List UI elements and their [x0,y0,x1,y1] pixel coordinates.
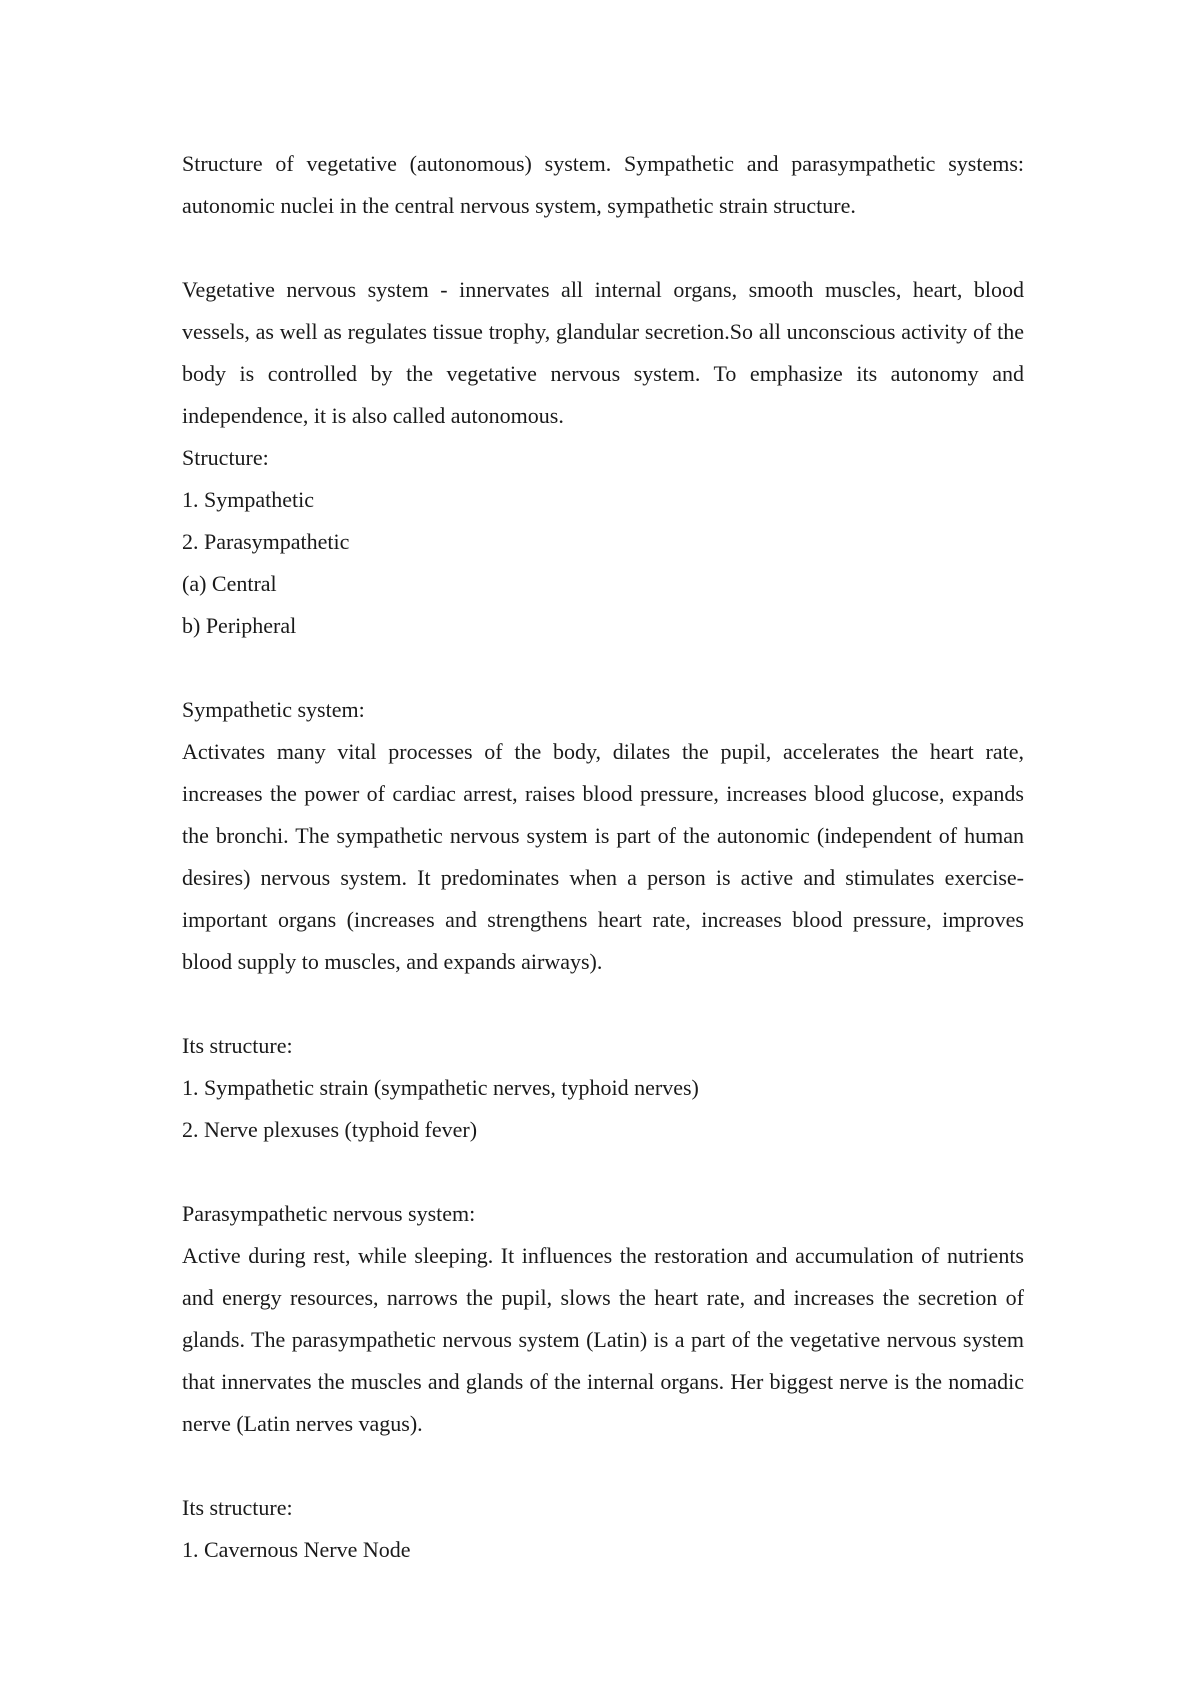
paragraph-spacer [182,1151,1024,1193]
sympathetic-heading: Sympathetic system: [182,697,365,722]
structure-item: 2. Parasympathetic [182,529,350,554]
parasympathetic-heading: Parasympathetic nervous system: [182,1201,476,1226]
parasympathetic-paragraph: Active during rest, while sleeping. It influences the restoration and accumulation of nutrients and energy resources, narrows the pupil, slows the heart rate, and increases the secretion of glands. The parasympathetic nervous system (Latin) is a part of the vegetative nervous system that innervates the muscles and glands of the internal organs. Her biggest nerve is the nomadic nerve (Latin nerves vagus). [182,1243,1024,1436]
definition-paragraph: Vegetative nervous system - innervates all internal organs, smooth muscles, heart, blood vessels, as well as regulates tissue trophy, glandular secretion.So all unconscious activity of the body is controlled by the vegetative nervous system. To emphasize its autonomy and independence, it is also called autonomous. [182,277,1024,428]
paragraph-spacer [182,1445,1024,1487]
sympathetic-paragraph: Activates many vital processes of the body, dilates the pupil, accelerates the heart rate, increases the power of cardiac arrest, raises blood pressure, increases blood glucose, expands the bronchi. The sympathetic nervous system is part of the autonomic (independent of human desires) nervous system. It predominates when a person is active and stimulates exercise-important organs (increases and strengthens heart rate, increases blood pressure, improves blood supply to muscles, and expands airways). [182,739,1024,974]
structure-item: (a) Central [182,571,277,596]
sympathetic-structure-item: 1. Sympathetic strain (sympathetic nerves, typhoid nerves) [182,1075,699,1100]
structure-item: b) Peripheral [182,613,297,638]
structure-heading: Structure: [182,445,269,470]
sympathetic-structure-heading: Its structure: [182,1033,293,1058]
paragraph-spacer [182,227,1024,269]
paragraph-spacer [182,647,1024,689]
paragraph-spacer [182,983,1024,1025]
parasympathetic-structure-heading: Its structure: [182,1495,293,1520]
intro-paragraph: Structure of vegetative (autonomous) system. Sympathetic and parasympathetic systems: autonomic nuclei in the central nervous system, sympathetic strain structure. [182,151,1024,218]
sympathetic-structure-item: 2. Nerve plexuses (typhoid fever) [182,1117,478,1142]
document-body [182,143,1024,1571]
structure-item: 1. Sympathetic [182,487,314,512]
parasympathetic-structure-item: 1. Cavernous Nerve Node [182,1537,411,1562]
